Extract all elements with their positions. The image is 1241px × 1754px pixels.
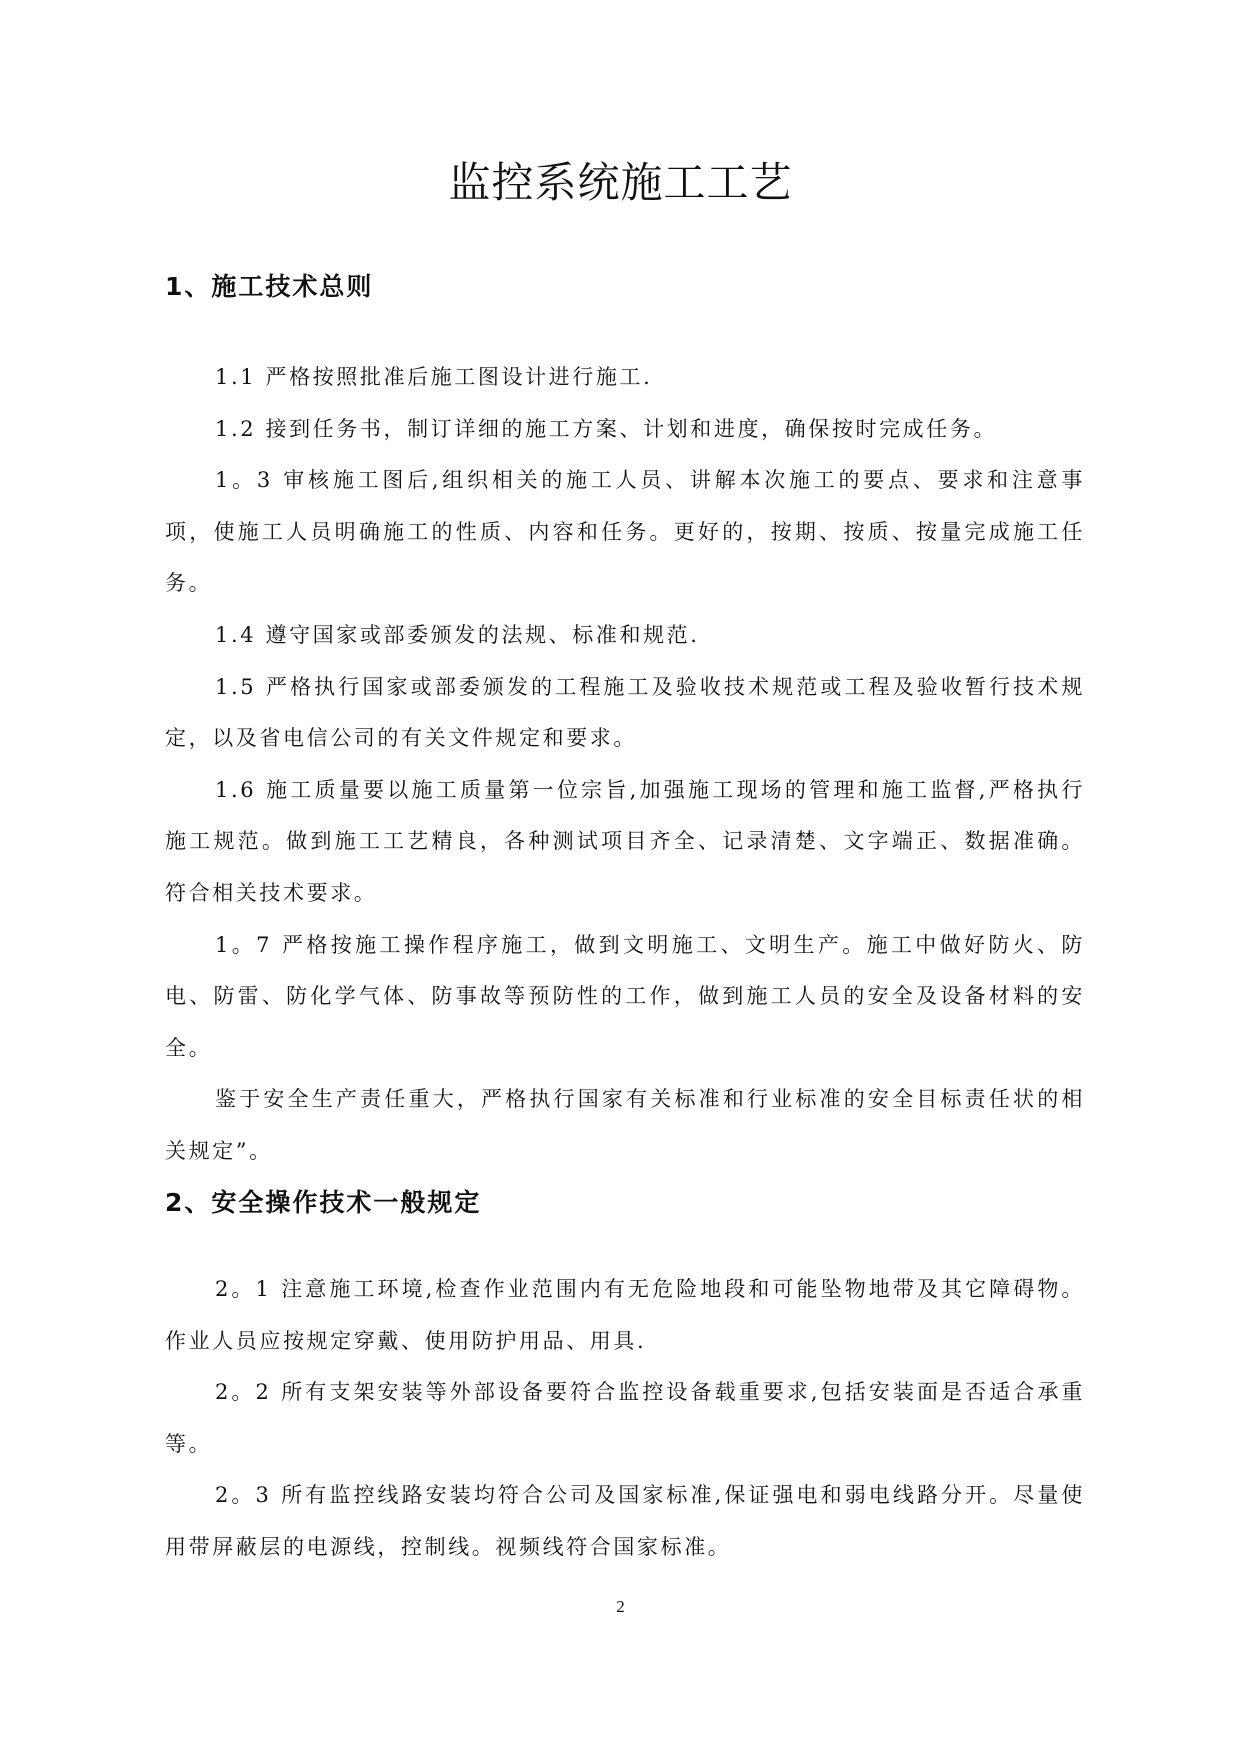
paragraph-1-3: 1。3 审核施工图后,组织相关的施工人员、讲解本次施工的要点、要求和注意事项，使施工人员明确施工的性质、内容和任务。更好的，按期、按质、按量完成施工任务。 <box>165 468 1085 596</box>
section-body-2 <box>165 1264 1085 1574</box>
page-number: 2 <box>616 1597 625 1616</box>
paragraph-1-5: 1.5 严格执行国家或部委颁发的工程施工及验收技术规范或工程及验收暂行技术规定，以及省电信公司的有关文件规定和要求。 <box>165 674 1085 751</box>
paragraph-1-1: 1.1 严格按照批准后施工图设计进行施工. <box>215 365 653 389</box>
paragraph-2-1: 2。1 注意施工环境,检查作业范围内有无危险地段和可能坠物地带及其它障碍物。作业人员应按规定穿戴、使用防护用品、用具. <box>165 1277 1085 1353</box>
paragraph-2-2: 2。2 所有支架安装等外部设备要符合监控设备载重要求,包括安装面是否适合承重等。 <box>165 1380 1085 1456</box>
section-heading-1: 1、施工技术总则 <box>165 272 374 301</box>
paragraph-1-6: 1.6 施工质量要以施工质量第一位宗旨,加强施工现场的管理和施工监督,严格执行施工规范。做到施工工艺精良，各种测试项目齐全、记录清楚、文字端正、数据准确。符合相关技术要求。 <box>165 777 1085 905</box>
paragraph-2-3: 2。3 所有监控线路安装均符合公司及国家标准,保证强电和弱电线路分开。尽量使用带屏蔽层的电源线，控制线。视频线符合国家标准。 <box>165 1483 1085 1559</box>
paragraph-1-4: 1.4 遵守国家或部委颁发的法规、标准和规范. <box>215 622 700 647</box>
paragraph-1-8: 鉴于安全生产责任重大，严格执行国家有关标准和行业标准的安全目标责任状的相关规定”。 <box>165 1087 1085 1163</box>
page-title: 监控系统施工工艺 <box>448 158 793 207</box>
section-heading-2: 2、安全操作技术一般规定 <box>165 1188 482 1217</box>
paragraph-1-2: 1.2 接到任务书，制订详细的施工方案、计划和进度，确保按时完成任务。 <box>215 416 998 441</box>
section-body-1 <box>165 352 1085 1178</box>
paragraph-1-7: 1。7 严格按施工操作程序施工，做到文明施工、文明生产。施工中做好防火、防电、防雷、防化学气体、防事故等预防性的工作，做到施工人员的安全及设备材料的安全。 <box>165 932 1085 1060</box>
